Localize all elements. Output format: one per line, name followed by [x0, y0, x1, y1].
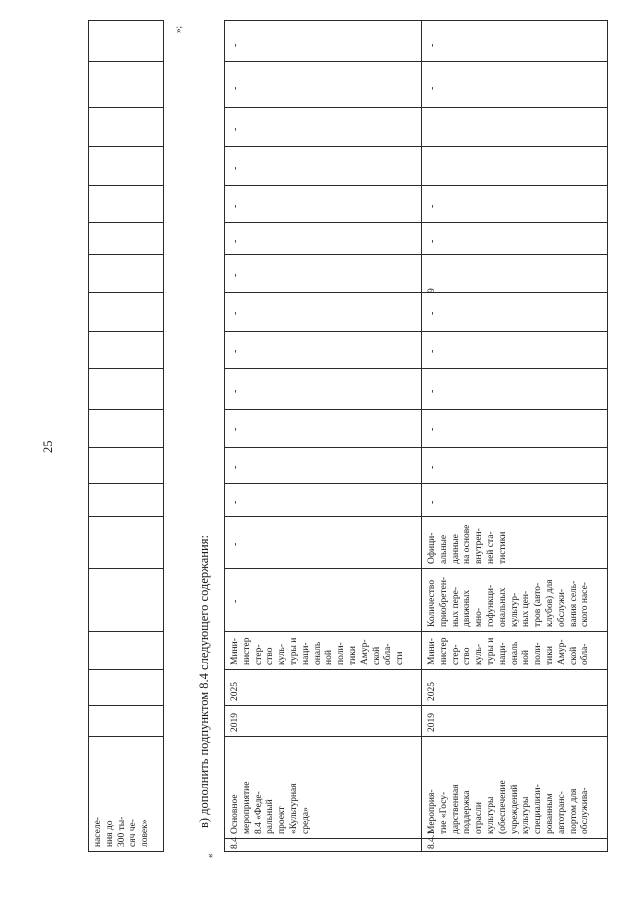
row-value: - — [230, 86, 241, 90]
row-number: 8.4.1 — [427, 830, 437, 849]
row-executor: Мини- нистер стер- ство куль- туры и наци- ональ ной поли- тики Амур- ской обла- сти — [230, 637, 406, 665]
row-value: - — [230, 465, 241, 469]
row-value: - — [230, 273, 241, 277]
row-value: - — [230, 239, 241, 243]
row-year-end: 2025 — [427, 682, 437, 701]
row-value: 9 — [427, 288, 437, 293]
row-value: - — [230, 127, 241, 131]
row-value: - — [427, 311, 438, 315]
top-table-population-cell: населе- ния до 300 ты- сяч че- ловек» — [93, 816, 151, 847]
row-value: - — [230, 349, 241, 353]
row-source: Офици- альные данные на основе внутрен- ней ста- тистики — [427, 524, 508, 564]
row-value: - — [230, 427, 241, 431]
row-year-start: 2019 — [427, 713, 437, 732]
row-value: - — [427, 86, 438, 90]
row-value: - — [230, 204, 241, 208]
closing-quote: »; — [173, 25, 183, 33]
row-value: - — [427, 43, 438, 47]
row-value: - — [230, 389, 241, 393]
row-value: - — [427, 204, 438, 208]
row-value: - — [427, 465, 438, 469]
row-value: - — [427, 427, 438, 431]
row-value: - — [230, 166, 241, 170]
row-executor: Мини- нистер стер- ство куль- туры и наци- ональ ной поли- тики Амур- ской обла- — [427, 637, 591, 665]
opening-quote: « — [205, 853, 215, 858]
row-value: - — [230, 43, 241, 47]
row-number: 8.4 — [230, 837, 240, 849]
row-name: Основное мероприятие 8.4 «Феде- ральный проект «Культурная среда» — [230, 781, 311, 834]
amendment-instruction: в) дополнить подпунктом 8.4 следующего содержания: — [197, 535, 211, 828]
row-source: - — [230, 542, 241, 546]
row-year-end: 2025 — [230, 682, 240, 701]
row-value: - — [427, 239, 438, 243]
row-year-start: 2019 — [230, 713, 240, 732]
row-value: - — [427, 389, 438, 393]
row-value: - — [230, 500, 241, 504]
row-name: Мероприя- тие «Госу- дарственная поддержка отрасли культуры (обеспечение учреждений культуры специализи- рованным автотранс- портом для обслужива- — [427, 780, 591, 834]
page-number: 25 — [41, 440, 55, 453]
row-value: - — [427, 500, 438, 504]
row-indicator: Количество приобретен- ных пере- движных мно- гофункци- ональных культур- ных цен- тров (авто- клубов) для обслужи- вания сель- ского насе- — [427, 576, 591, 627]
row-indicator: - — [230, 599, 241, 603]
row-value: - — [230, 311, 241, 315]
row-value: - — [427, 349, 438, 353]
